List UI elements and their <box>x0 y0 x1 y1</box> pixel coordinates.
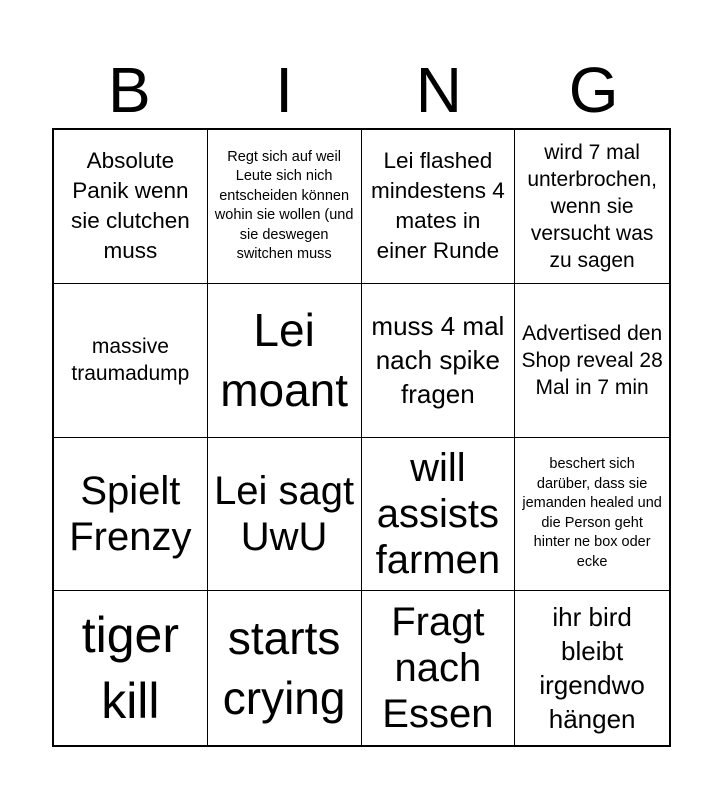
bingo-cell-r2c4[interactable] <box>515 284 669 438</box>
bingo-cell-r2c1[interactable] <box>54 284 208 438</box>
bingo-cell-r1c2[interactable] <box>208 130 362 284</box>
cell-text: muss 4 mal nach spike fragen <box>371 311 505 410</box>
cell-text: Advertised den Shop reveal 28 Mal in 7 min <box>521 321 663 399</box>
bingo-cell-r3c3[interactable] <box>362 438 516 592</box>
header-letter-g: G <box>568 54 619 126</box>
cell-text: Lei moant <box>220 304 349 417</box>
cell-text: tiger kill <box>81 607 179 730</box>
cell-text: Absolute Panik wenn sie clutchen muss <box>70 148 190 264</box>
cell-text: ihr bird bleibt irgendwo hängen <box>539 602 645 735</box>
cell-text: beschert sich darüber, dass sie jemanden healed und die Person geht hinter ne box oder ecke <box>522 456 662 570</box>
bingo-cell-r4c4[interactable] <box>515 591 669 745</box>
header-letter-i: I <box>275 54 294 126</box>
bingo-cell-r3c2[interactable] <box>208 438 362 592</box>
cell-text: Fragt nach Essen <box>382 600 494 737</box>
bingo-header <box>52 52 671 128</box>
bingo-cell-r1c1[interactable] <box>54 130 208 284</box>
bingo-cell-r3c4[interactable] <box>515 438 669 592</box>
cell-text: Regt sich auf weil Leute sich nich entscheiden können wohin sie wollen (und sie deswegen switchen muss <box>214 148 354 263</box>
bingo-cell-r4c3[interactable] <box>362 591 516 745</box>
bingo-cell-r2c3[interactable] <box>362 284 516 438</box>
cell-text: Lei flashed mindestens 4 mates in einer Runde <box>370 148 505 264</box>
cell-text: Spielt Frenzy <box>69 468 192 559</box>
bingo-cell-r2c2[interactable] <box>208 284 362 438</box>
bingo-cell-r1c3[interactable] <box>362 130 516 284</box>
bingo-cell-r3c1[interactable] <box>54 438 208 592</box>
header-letter-b: B <box>108 54 151 126</box>
bingo-cell-r1c4[interactable] <box>515 130 669 284</box>
bingo-cell-r4c2[interactable] <box>208 591 362 745</box>
header-letter-n: N <box>415 54 462 126</box>
bingo-cell-r4c1[interactable] <box>54 591 208 745</box>
bingo-board <box>52 128 671 747</box>
cell-text: wird 7 mal unterbrochen, wenn sie versucht was zu sagen <box>527 140 657 272</box>
cell-text: Lei sagt UwU <box>214 468 355 559</box>
cell-text: massive traumadump <box>71 335 190 386</box>
cell-text: will assists farmen <box>375 445 501 582</box>
cell-text: starts crying <box>222 612 346 725</box>
